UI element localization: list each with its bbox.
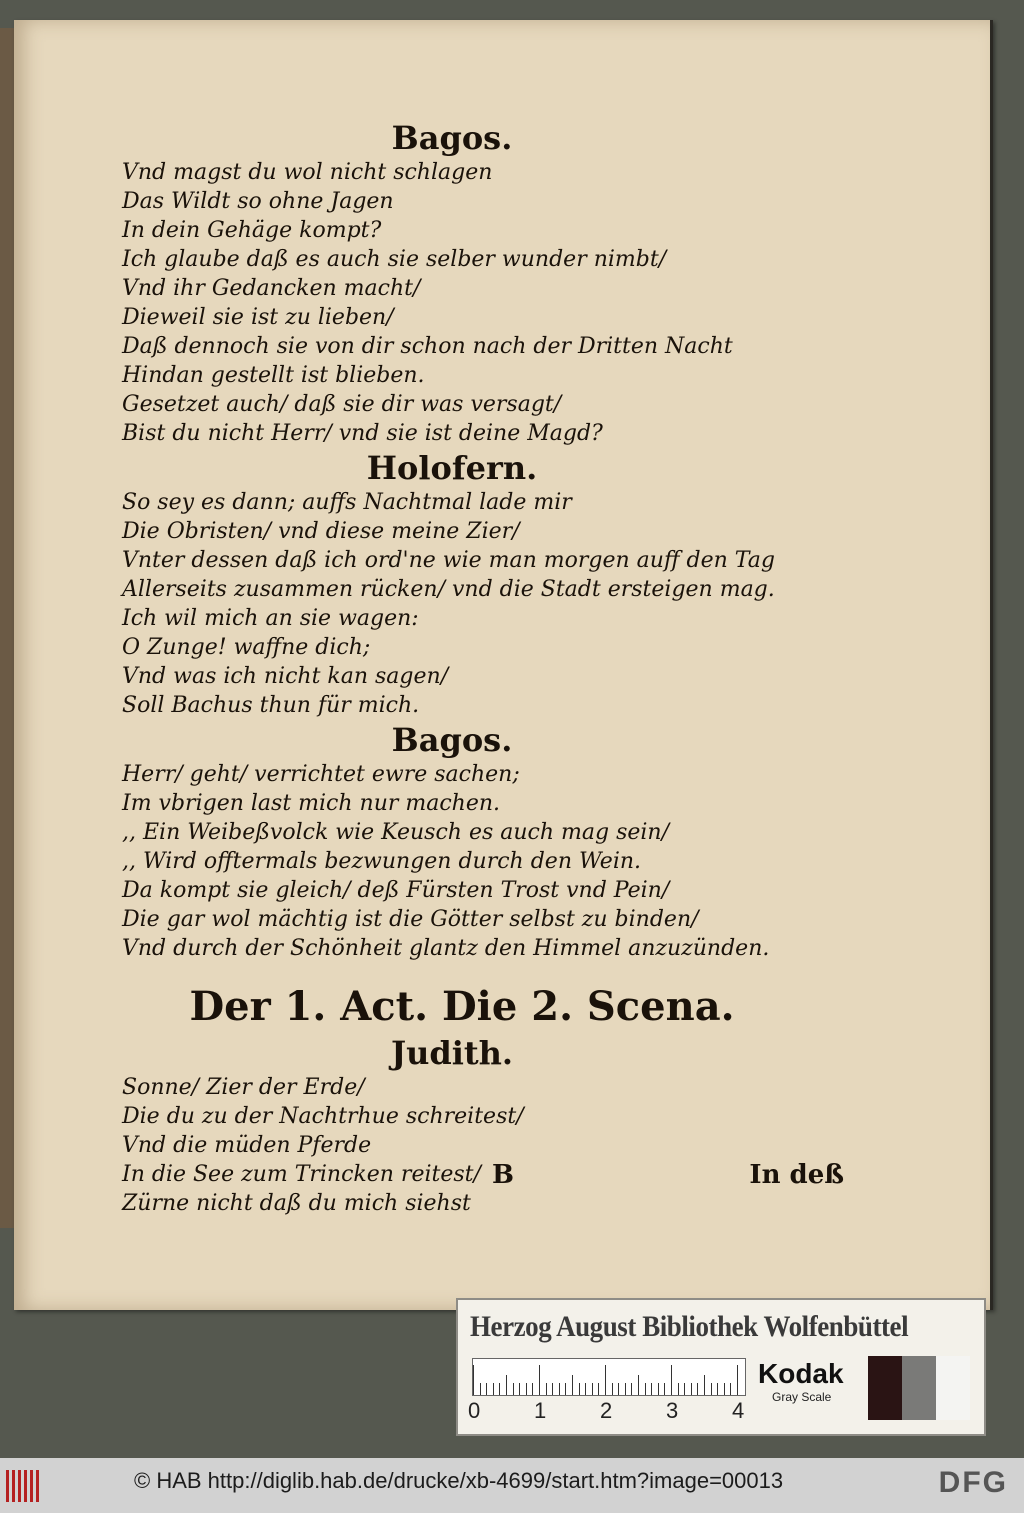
swatch-dark xyxy=(868,1356,902,1420)
ruler-tick xyxy=(473,1365,474,1395)
catchword: In deß xyxy=(749,1160,844,1190)
verse-line: Herr/ geht/ verrichtet ewre sachen; xyxy=(122,762,520,787)
verse-line: Zürne nicht daß du mich siehst xyxy=(122,1191,471,1216)
ruler-tick xyxy=(704,1375,705,1395)
verse-block-judith xyxy=(122,1073,822,1218)
ruler-tick xyxy=(612,1383,613,1395)
ruler-tick xyxy=(546,1383,547,1395)
verse-line: Sonne/ Zier der Erde/ xyxy=(122,1075,365,1100)
hab-logo-icon xyxy=(6,1470,40,1502)
ruler-tick xyxy=(631,1383,632,1395)
ruler-tick xyxy=(559,1383,560,1395)
verse-block-bagos xyxy=(122,760,822,963)
ruler-tick xyxy=(711,1383,712,1395)
ruler-tick xyxy=(532,1383,533,1395)
ruler-tick xyxy=(592,1383,593,1395)
viewer-footer-bar xyxy=(0,1458,1024,1513)
ruler-tick xyxy=(638,1375,639,1395)
ruler-tick xyxy=(499,1383,500,1395)
verse-line: Da kompt sie gleich/ deß Fürsten Trost vnd Pein/ xyxy=(122,878,670,903)
kodak-brand: Kodak xyxy=(758,1358,844,1389)
verse-line: Das Wildt so ohne Jagen xyxy=(122,189,394,214)
color-target-card xyxy=(456,1298,986,1436)
ruler-tick xyxy=(493,1383,494,1395)
speaker-bagos: Bagos. xyxy=(391,721,513,759)
verse-line: Die Obristen/ vnd diese meine Zier/ xyxy=(122,519,520,544)
verse-line: In dein Gehäge kompt? xyxy=(122,218,382,243)
dfg-logo: DFG xyxy=(938,1466,1008,1499)
gray-scale-label: Gray Scale xyxy=(772,1390,832,1404)
ruler-tick xyxy=(585,1383,586,1395)
verse-line: So sey es dann; auffs Nachtmal lade mir xyxy=(122,490,572,515)
ruler-number: 3 xyxy=(666,1398,679,1423)
swatch-light xyxy=(936,1356,970,1420)
ruler-tick xyxy=(618,1383,619,1395)
ruler-number: 1 xyxy=(534,1398,547,1423)
verse-line: Die gar wol mächtig ist die Götter selbst zu binden/ xyxy=(122,907,699,932)
ruler-tick xyxy=(565,1383,566,1395)
speaker-bagos: Bagos. xyxy=(391,119,513,157)
ruler-tick xyxy=(697,1383,698,1395)
verse-line: Vnd durch der Schönheit glantz den Himmel anzuzünden. xyxy=(122,936,770,961)
speaker-judith: Judith. xyxy=(390,1034,514,1072)
kodak-label xyxy=(758,1358,844,1404)
verse-line: ,, Ein Weibeßvolck wie Keusch es auch mag sein/ xyxy=(122,820,670,845)
library-name: Herzog August Bibliothek Wolfenbüttel xyxy=(470,1310,909,1343)
ruler-tick xyxy=(605,1365,606,1395)
verse-line: Allerseits zusammen rücken/ vnd die Stadt ersteigen mag. xyxy=(122,577,775,602)
ruler-number: 4 xyxy=(732,1398,745,1423)
ruler-tick xyxy=(737,1365,738,1395)
ruler-tick xyxy=(664,1383,665,1395)
verse-line: Ich glaube daß es auch sie selber wunder nimbt/ xyxy=(122,247,667,272)
ruler-tick xyxy=(513,1383,514,1395)
verse-line: Gesetzet auch/ daß sie dir was versagt/ xyxy=(122,392,562,417)
ruler-tick xyxy=(598,1383,599,1395)
ruler-tick xyxy=(526,1383,527,1395)
ruler-number: 2 xyxy=(600,1398,613,1423)
page-text xyxy=(122,118,822,1218)
signature-mark: B xyxy=(492,1160,514,1190)
ruler-tick xyxy=(572,1375,573,1395)
scene-heading: Der 1. Act. Die 2. Scena. xyxy=(189,983,735,1030)
verse-line: Vnd magst du wol nicht schlagen xyxy=(122,160,493,185)
verse-line: ,, Wird offtermals bezwungen durch den Wein. xyxy=(122,849,642,874)
verse-line: Die du zu der Nachtrhue schreitest/ xyxy=(122,1104,524,1129)
ruler-tick xyxy=(724,1383,725,1395)
ruler-tick xyxy=(717,1383,718,1395)
ruler-tick xyxy=(539,1365,540,1395)
ruler-number: 0 xyxy=(468,1398,481,1423)
verse-line: Daß dennoch sie von dir schon nach der Dritten Nacht xyxy=(122,334,733,359)
ruler-tick xyxy=(671,1365,672,1395)
ruler-numbers xyxy=(464,1398,764,1426)
copyright-link[interactable]: © HAB http://diglib.hab.de/drucke/xb-4699/start.htm?image=00013 xyxy=(134,1468,784,1493)
ruler-tick xyxy=(480,1383,481,1395)
verse-line: Vnd die müden Pferde xyxy=(122,1133,372,1158)
verse-line: Vnd was ich nicht kan sagen/ xyxy=(122,664,449,689)
ruler-tick xyxy=(645,1383,646,1395)
ruler-tick xyxy=(579,1383,580,1395)
ruler-tick xyxy=(658,1383,659,1395)
ruler-tick xyxy=(730,1383,731,1395)
ruler-tick xyxy=(691,1383,692,1395)
ruler-tick xyxy=(519,1383,520,1395)
verse-line: Soll Bachus thun für mich. xyxy=(122,693,420,718)
speaker-holofern: Holofern. xyxy=(366,449,538,487)
verse-block-bagos xyxy=(122,158,822,448)
ruler-tick xyxy=(678,1383,679,1395)
ruler-tick xyxy=(625,1383,626,1395)
verse-line: In die See zum Trincken reitest/ xyxy=(122,1162,481,1187)
page-footer xyxy=(122,1160,844,1196)
verse-line: Ich wil mich an sie wagen: xyxy=(122,606,419,631)
verse-line: Vnter dessen daß ich ord'ne wie man morgen auff den Tag xyxy=(122,548,775,573)
verse-line: Dieweil sie ist zu lieben/ xyxy=(122,305,394,330)
verse-line: Bist du nicht Herr/ vnd sie ist deine Magd? xyxy=(122,421,603,446)
swatch-mid xyxy=(902,1356,936,1420)
verse-line: Vnd ihr Gedancken macht/ xyxy=(122,276,421,301)
ruler-tick xyxy=(684,1383,685,1395)
verse-line: Im vbrigen last mich nur machen. xyxy=(122,791,501,816)
ruler-tick xyxy=(651,1383,652,1395)
verse-line: Hindan gestellt ist blieben. xyxy=(122,363,425,388)
scale-ruler xyxy=(472,1358,746,1396)
verse-line: O Zunge! waffne dich; xyxy=(122,635,371,660)
ruler-tick xyxy=(486,1383,487,1395)
ruler-tick xyxy=(552,1383,553,1395)
ruler-tick xyxy=(506,1375,507,1395)
verse-block-holofern xyxy=(122,488,822,720)
